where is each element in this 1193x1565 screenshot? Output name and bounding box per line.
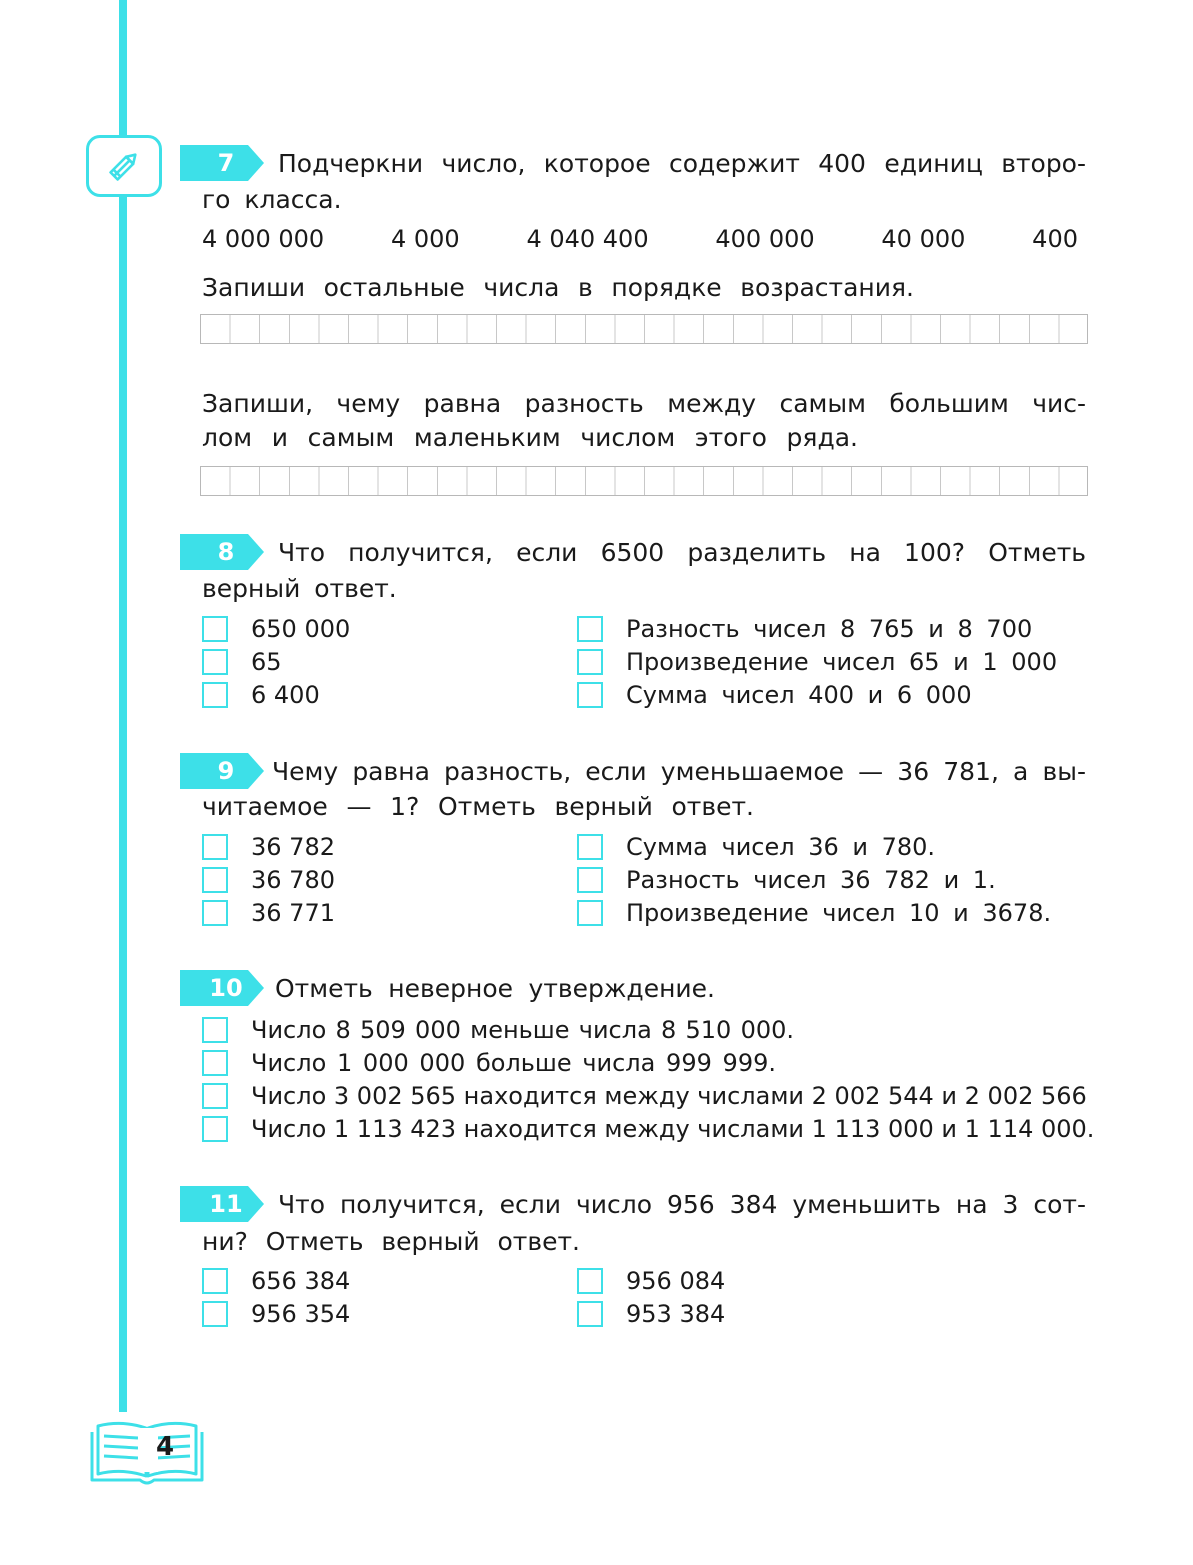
checkbox[interactable]	[202, 616, 228, 642]
task-7-question-line2: го класса.	[202, 185, 342, 214]
task-9-badge	[180, 753, 264, 789]
task-8-option[interactable]: 65	[202, 646, 282, 678]
task-9-question-line2: читаемое — 1? Отметь верный ответ.	[202, 792, 754, 821]
task-11-question-line2: ни? Отметь верный ответ.	[202, 1227, 580, 1256]
task-7-instruction-1: Запиши остальные числа в порядке возрастания.	[202, 273, 914, 302]
checkbox[interactable]	[202, 649, 228, 675]
task-7-number-item[interactable]: 400	[1032, 225, 1078, 253]
task-8-question-line1: Что получится, если 6500 разделить на 100? Отметь	[278, 538, 1086, 567]
task-7-instruction-2-line1: Запиши, чему равна разность между самым большим чис-	[202, 389, 1086, 418]
task-9-option[interactable]: Произведение чисел 10 и 3678.	[577, 897, 1051, 929]
task-7-number-row	[202, 222, 1078, 256]
task-7-badge	[180, 145, 264, 181]
task-11-badge	[180, 1186, 264, 1222]
checkbox[interactable]	[202, 682, 228, 708]
task-11-option[interactable]: 656 384	[202, 1265, 350, 1297]
checkbox[interactable]	[577, 867, 603, 893]
task-8-option[interactable]: 650 000	[202, 613, 350, 645]
task-8-badge	[180, 534, 264, 570]
task-9-question-line1: Чему равна разность, если уменьшаемое — 36 781, а вы-	[272, 757, 1086, 786]
task-7-question-line1: Подчеркни число, которое содержит 400 единиц второ-	[278, 149, 1086, 178]
checkbox[interactable]	[577, 1301, 603, 1327]
task-10-option[interactable]: Число 3 002 565 находится между числами 2 002 544 и 2 002 566	[202, 1080, 1086, 1112]
task-7-instruction-2-line2: лом и самым маленьким числом этого ряда.	[202, 423, 858, 452]
checkbox[interactable]	[202, 900, 228, 926]
task-9-number: 9	[217, 757, 235, 785]
checkbox[interactable]	[202, 1268, 228, 1294]
task-8-number: 8	[217, 538, 235, 566]
checkbox[interactable]	[202, 1116, 228, 1142]
task-9-option[interactable]: Разность чисел 36 782 и 1.	[577, 864, 996, 896]
task-7-number: 7	[217, 149, 235, 177]
task-10-option[interactable]: Число 1 113 423 находится между числами 1 113 000 и 1 114 000.	[202, 1113, 1086, 1145]
margin-line	[119, 0, 127, 1412]
task-10-option[interactable]: Число 1 000 000 больше числа 999 999.	[202, 1047, 776, 1079]
checkbox[interactable]	[577, 1268, 603, 1294]
checkbox[interactable]	[202, 1050, 228, 1076]
checkbox[interactable]	[202, 1017, 228, 1043]
task-8-option[interactable]: Сумма чисел 400 и 6 000	[577, 679, 972, 711]
task-8-option[interactable]: Произведение чисел 65 и 1 000	[577, 646, 1057, 678]
checkbox[interactable]	[202, 834, 228, 860]
pencil-icon	[86, 135, 162, 197]
task-7-number-item[interactable]: 4 000 000	[202, 225, 325, 253]
checkbox[interactable]	[202, 867, 228, 893]
task-8-option[interactable]: 6 400	[202, 679, 320, 711]
task-9-option[interactable]: 36 780	[202, 864, 335, 896]
task-8-option[interactable]: Разность чисел 8 765 и 8 700	[577, 613, 1032, 645]
page-number: 4	[155, 1432, 175, 1462]
task-7-number-item[interactable]: 40 000	[881, 225, 966, 253]
task-9-option[interactable]: Сумма чисел 36 и 780.	[577, 831, 935, 863]
task-10-badge	[180, 970, 264, 1006]
task-7-number-item[interactable]: 4 000	[390, 225, 460, 253]
checkbox[interactable]	[577, 900, 603, 926]
checkbox[interactable]	[202, 1083, 228, 1109]
task-11-option[interactable]: 953 384	[577, 1298, 725, 1330]
task-10-option[interactable]: Число 8 509 000 меньше числа 8 510 000.	[202, 1014, 794, 1046]
checkbox[interactable]	[577, 834, 603, 860]
answer-grid-2[interactable]	[200, 466, 1088, 496]
task-9-option[interactable]: 36 782	[202, 831, 335, 863]
task-9-option[interactable]: 36 771	[202, 897, 335, 929]
answer-grid-1[interactable]	[200, 314, 1088, 344]
task-7-number-item[interactable]: 400 000	[715, 225, 815, 253]
task-11-option[interactable]: 956 084	[577, 1265, 725, 1297]
task-11-number: 11	[209, 1190, 243, 1218]
checkbox[interactable]	[577, 616, 603, 642]
task-11-question-line1: Что получится, если число 956 384 уменьшить на 3 сот-	[278, 1190, 1086, 1219]
open-book-icon	[88, 1418, 206, 1488]
checkbox[interactable]	[577, 649, 603, 675]
task-8-question-line2: верный ответ.	[202, 574, 397, 603]
task-7-number-item[interactable]: 4 040 400	[526, 225, 649, 253]
checkbox[interactable]	[202, 1301, 228, 1327]
task-10-number: 10	[209, 974, 243, 1002]
task-11-option[interactable]: 956 354	[202, 1298, 350, 1330]
checkbox[interactable]	[577, 682, 603, 708]
task-10-question-line1: Отметь неверное утверждение.	[275, 974, 715, 1003]
